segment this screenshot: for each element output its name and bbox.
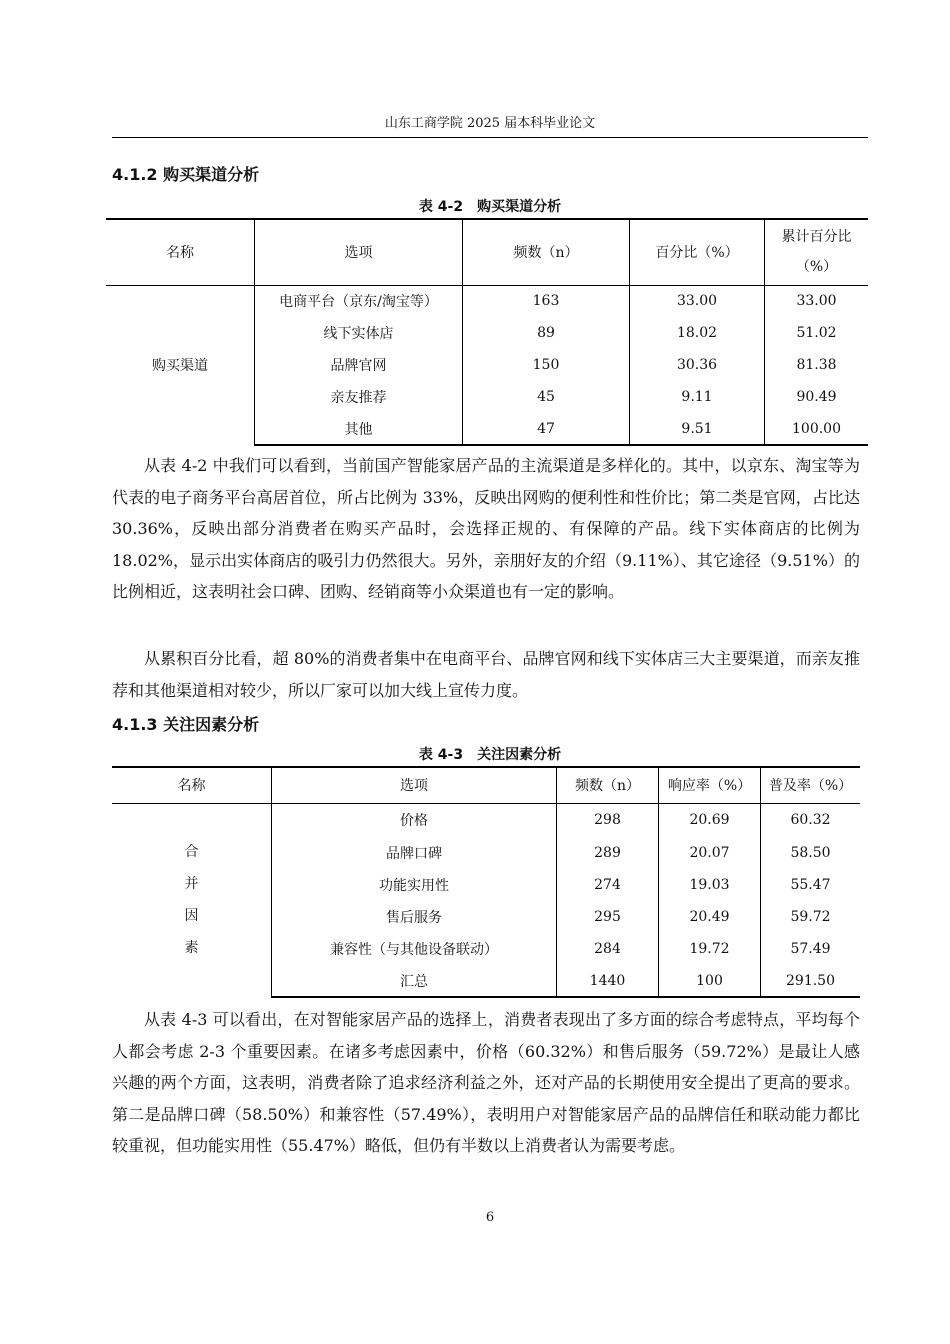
table-cell-frequency: 150 — [463, 349, 630, 381]
table-4-3-header-response: 响应率（%） — [659, 767, 761, 803]
table-cell-option: 品牌口碑 — [272, 837, 557, 869]
table-cell-option: 品牌官网 — [255, 349, 463, 381]
table-cell-percent: 30.36 — [630, 349, 765, 381]
page-header: 山东工商学院 2025 届本科毕业论文 — [112, 112, 868, 138]
table-cell-cumulative: 81.38 — [765, 349, 869, 381]
table-row — [112, 803, 860, 837]
table-cell-response: 20.49 — [659, 901, 761, 933]
table-4-2-header-cumulative — [765, 219, 869, 285]
table-cell-percent: 9.11 — [630, 381, 765, 413]
table-4-2-header-frequency: 频数（n） — [463, 219, 630, 285]
table-cell-response: 20.07 — [659, 837, 761, 869]
table-cell-penetration: 58.50 — [761, 837, 861, 869]
table-cell-option: 功能实用性 — [272, 869, 557, 901]
paragraph-4-1-2-cumulative: 从累积百分比看，超 80%的消费者集中在电商平台、品牌官网和线下实体店三大主要渠道，而亲友推荐和其他渠道相对较少，所以厂家可以加大线上宣传力度。 — [112, 649, 860, 700]
table-cell-cumulative: 90.49 — [765, 381, 869, 413]
table-cell-response: 19.03 — [659, 869, 761, 901]
table-cell-option: 电商平台（京东/淘宝等） — [255, 285, 463, 317]
group-char: 因 — [184, 908, 199, 925]
table-cell-frequency: 289 — [557, 837, 659, 869]
group-char: 合 — [184, 844, 199, 861]
table-4-3-caption: 表 4-3 关注因素分析 — [418, 747, 562, 763]
table-cell-frequency: 45 — [463, 381, 630, 413]
table-cell-frequency: 163 — [463, 285, 630, 317]
table-4-3-header-name: 名称 — [112, 767, 272, 803]
table-4-3-header-option: 选项 — [272, 767, 557, 803]
cumulative-label-line1: 累计百分比 — [781, 229, 852, 246]
table-cell-percent: 33.00 — [630, 285, 765, 317]
table-cell-option: 汇总 — [272, 965, 557, 997]
table-cell-response: 100 — [659, 965, 761, 997]
table-cell-option: 兼容性（与其他设备联动） — [272, 933, 557, 965]
table-4-2-group-label: 购买渠道 — [152, 358, 208, 375]
table-cell-response: 20.69 — [659, 803, 761, 837]
section-heading-4-1-2: 4.1.2 购买渠道分析 — [112, 165, 260, 184]
table-cell-frequency: 89 — [463, 317, 630, 349]
table-4-3-header-penetration: 普及率（%） — [761, 767, 861, 803]
table-cell-option: 线下实体店 — [255, 317, 463, 349]
table-cell-response: 19.72 — [659, 933, 761, 965]
table-cell-frequency: 284 — [557, 933, 659, 965]
page-number: 6 — [485, 1210, 495, 1225]
table-cell-penetration: 59.72 — [761, 901, 861, 933]
paragraph-4-1-3-analysis: 从表 4-3 可以看出，在对智能家居产品的选择上，消费者表现出了多方面的综合考虑特点，平均每个人都会考虑 2-3 个重要因素。在诸多考虑因素中，价格（60.32%）和售后服务（59.72%）是最让人感兴趣的两个方面，这表明，消费者除了追求经济利益之外，还对产品的长期使用安全提出了更高的要求。第二是品牌口碑（58.50%）和兼容性（57.49%），表明用户对智能家居产品的品牌信任和联动能力都比较重视，但功能实用性（55.47%）略低，但仍有半数以上消费者认为需要考虑。 — [112, 1010, 860, 1155]
table-cell-penetration: 57.49 — [761, 933, 861, 965]
table-4-2-header-option: 选项 — [255, 219, 463, 285]
table-cell-penetration: 60.32 — [761, 803, 861, 837]
table-cell-frequency: 47 — [463, 413, 630, 445]
table-cell-frequency: 1440 — [557, 965, 659, 997]
group-char: 素 — [184, 940, 199, 957]
table-4-2 — [106, 218, 868, 446]
table-cell-percent: 18.02 — [630, 317, 765, 349]
table-cell-option: 价格 — [272, 803, 557, 837]
section-heading-4-1-3: 4.1.3 关注因素分析 — [112, 715, 260, 734]
table-cell-frequency: 295 — [557, 901, 659, 933]
table-4-2-caption: 表 4-2 购买渠道分析 — [418, 199, 562, 215]
table-4-3-header-frequency: 频数（n） — [557, 767, 659, 803]
table-4-2-header-name: 名称 — [106, 219, 255, 285]
table-cell-frequency: 298 — [557, 803, 659, 837]
table-4-3-group-label — [112, 803, 272, 997]
table-4-3 — [112, 766, 860, 998]
table-cell-penetration: 55.47 — [761, 869, 861, 901]
table-cell-option: 亲友推荐 — [255, 381, 463, 413]
table-4-2-header-percent: 百分比（%） — [630, 219, 765, 285]
table-cell-penetration: 291.50 — [761, 965, 861, 997]
paragraph-4-1-2-analysis: 从表 4-2 中我们可以看到，当前国产智能家居产品的主流渠道是多样化的。其中，以京东、淘宝等为代表的电子商务平台高居首位，所占比例为 33%，反映出网购的便利性和性价比；第二类是官网，占比达 30.36%，反映出部分消费者在购买产品时，会选择正规的、有保障的产品。线下实体商店的比例为 18.02%，显示出实体商店的吸引力仍然很大。另外，亲朋好友的介绍（9.11%）、其它途径（9.51%）的比例相近，这表明社会口碑、团购、经销商等小众渠道也有一定的影响。 — [112, 456, 860, 601]
table-cell-option: 其他 — [255, 413, 463, 445]
table-cell-frequency: 274 — [557, 869, 659, 901]
table-cell-cumulative: 33.00 — [765, 285, 869, 317]
table-cell-cumulative: 51.02 — [765, 317, 869, 349]
table-cell-percent: 9.51 — [630, 413, 765, 445]
table-row — [106, 285, 868, 317]
cumulative-label-line2: （%） — [795, 259, 838, 276]
table-cell-option: 售后服务 — [272, 901, 557, 933]
group-char: 并 — [184, 876, 199, 893]
table-cell-cumulative: 100.00 — [765, 413, 869, 445]
